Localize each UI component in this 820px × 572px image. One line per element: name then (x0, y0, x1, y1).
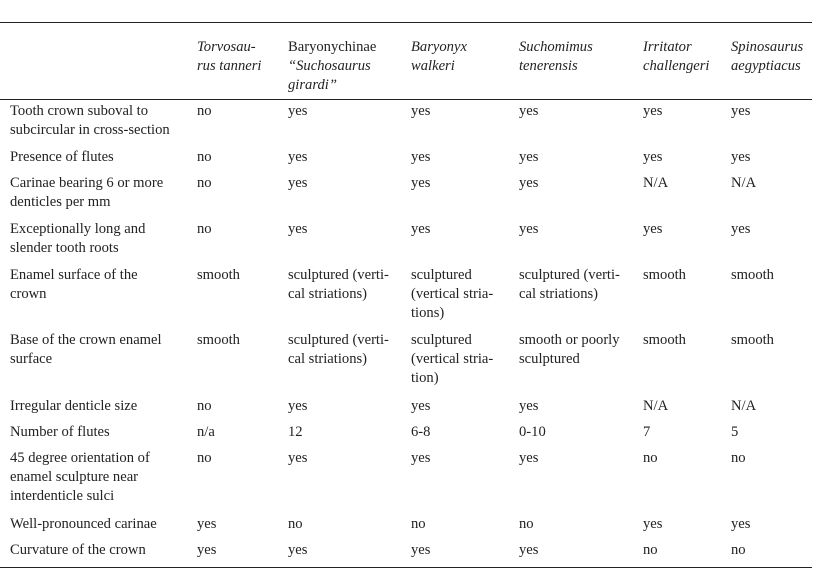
column-header (411, 38, 467, 76)
row-label-line: 45 degree orientation of (10, 450, 150, 466)
table-cell-line: no (197, 221, 212, 237)
column-header-line: Spinosaurus (731, 39, 804, 55)
table-cell-line: yes (519, 221, 539, 237)
table-cell (643, 423, 650, 442)
table-cell (197, 423, 215, 442)
table-cell (731, 331, 774, 350)
table-cell-line: smooth (731, 267, 774, 283)
table-cell-line: no (519, 516, 534, 532)
table-cell (643, 266, 686, 285)
table-cell (731, 541, 746, 560)
table-cell-line: yes (411, 149, 431, 165)
column-header-line: Torvosau- (197, 39, 256, 55)
table-cell (288, 541, 307, 560)
table-cell (643, 148, 662, 167)
table-cell (519, 102, 538, 121)
table-cell (411, 515, 426, 534)
table-cell-line: yes (288, 103, 308, 119)
table-cell-line: sculptured (verti- (288, 332, 389, 348)
column-header-line: Baryonyx (411, 39, 467, 55)
table-cell-line: yes (731, 516, 751, 532)
table-cell-line: yes (731, 103, 751, 119)
table-cell (411, 449, 430, 468)
table-cell-line: smooth or poorly (519, 332, 620, 348)
table-cell-line: yes (288, 398, 308, 414)
table-cell (643, 449, 658, 468)
table-cell-line: 0-10 (519, 424, 546, 440)
table-cell-line: yes (288, 542, 308, 558)
table-bottom-rule (0, 567, 812, 568)
table-cell (197, 541, 216, 560)
table-cell (519, 515, 534, 534)
table-cell-line: yes (411, 221, 431, 237)
table-cell-line: no (197, 103, 212, 119)
table-cell-line: cal striations) (288, 351, 368, 367)
table-cell-line: N/A (643, 398, 669, 414)
table-cell-line: (vertical stria- (411, 286, 494, 302)
column-header-line: girardi” (288, 77, 337, 93)
table-cell-line: yes (288, 149, 308, 165)
table-cell (288, 515, 303, 534)
table-cell-line: sculptured (verti- (288, 267, 389, 283)
table-cell (643, 331, 686, 350)
row-label-line: Presence of flutes (10, 149, 114, 165)
table-cell-line: sculptured (519, 351, 580, 367)
column-header-line: challengeri (643, 58, 710, 74)
table-cell-line: yes (643, 103, 663, 119)
row-label (10, 397, 137, 416)
table-cell-line: cal striations) (519, 286, 599, 302)
row-label-line: denticles per mm (10, 194, 111, 210)
table-cell-line: yes (288, 221, 308, 237)
column-header-line: aegyptiacus (731, 58, 801, 74)
table-cell (411, 174, 430, 193)
table-cell-line: no (643, 450, 658, 466)
table-cell-line: yes (643, 516, 663, 532)
table-cell-line: n/a (197, 424, 215, 440)
table-cell (197, 102, 212, 121)
table-cell-line: yes (731, 221, 751, 237)
table-cell-line: yes (519, 175, 539, 191)
table-cell-line: smooth (197, 267, 240, 283)
column-header-line: tenerensis (519, 58, 578, 74)
table-cell-line: yes (643, 221, 663, 237)
table-cell (731, 102, 750, 121)
row-label (10, 266, 138, 304)
row-label-line: Well-pronounced carinae (10, 516, 157, 532)
column-header (519, 38, 593, 76)
row-label (10, 148, 114, 167)
table-cell-line: yes (519, 542, 539, 558)
table-cell-line: smooth (197, 332, 240, 348)
row-label-line: Tooth crown suboval to (10, 103, 149, 119)
table-cell-line: yes (197, 516, 217, 532)
table-cell (288, 397, 307, 416)
table-cell (197, 174, 212, 193)
table-cell-line: N/A (731, 175, 757, 191)
table-cell (519, 331, 620, 369)
column-header (731, 38, 803, 76)
table-cell (197, 220, 212, 239)
row-label-line: Enamel surface of the (10, 267, 138, 283)
row-label-line: surface (10, 351, 53, 367)
table-cell (519, 397, 538, 416)
table-cell (643, 220, 662, 239)
table-cell (643, 515, 662, 534)
row-label-line: Exceptionally long and (10, 221, 146, 237)
table-cell-line: 5 (731, 424, 739, 440)
table-cell-line: no (197, 149, 212, 165)
table-cell (411, 541, 430, 560)
table-cell-line: no (411, 516, 426, 532)
table-cell-line: (vertical stria- (411, 351, 494, 367)
table-cell (519, 220, 538, 239)
table-cell (519, 266, 620, 304)
column-header-line: rus tanneri (197, 58, 262, 74)
table-cell (197, 331, 240, 350)
table-cell (731, 148, 750, 167)
row-label-line: crown (10, 286, 47, 302)
row-label (10, 220, 145, 258)
table-cell (197, 148, 212, 167)
table-cell-line: sculptured (verti- (519, 267, 620, 283)
table-cell (643, 541, 658, 560)
row-label-line: enamel sculpture near (10, 469, 139, 485)
row-label (10, 515, 157, 534)
table-cell (197, 266, 240, 285)
table-cell-line: yes (411, 175, 431, 191)
table-cell-line: smooth (643, 267, 686, 283)
table-cell (411, 331, 493, 388)
row-label-line: slender tooth roots (10, 240, 119, 256)
table-cell-line: no (197, 175, 212, 191)
column-header (288, 38, 376, 95)
table-cell-line: no (197, 450, 212, 466)
table-cell (411, 266, 493, 323)
table-cell (731, 266, 774, 285)
table-cell (288, 220, 307, 239)
table-cell-line: 6-8 (411, 424, 431, 440)
table-cell (197, 449, 212, 468)
table-cell (731, 397, 756, 416)
table-cell (519, 541, 538, 560)
table-cell-line: no (731, 542, 746, 558)
row-label (10, 449, 150, 506)
column-header-line: “Suchosaurus (288, 58, 371, 74)
column-header-line: walkeri (411, 58, 455, 74)
table-cell-line: tions) (411, 305, 445, 321)
table-cell (288, 266, 389, 304)
table-cell (643, 102, 662, 121)
table-cell-line: yes (519, 450, 539, 466)
table-cell-line: yes (411, 542, 431, 558)
table-cell (197, 397, 212, 416)
table-cell (731, 449, 746, 468)
column-header-line: Irritator (643, 39, 692, 55)
row-label-line: Carinae bearing 6 or more (10, 175, 164, 191)
row-label (10, 102, 170, 140)
row-label (10, 541, 146, 560)
row-label-line: Number of flutes (10, 424, 110, 440)
table-cell (519, 423, 546, 442)
row-label-line: subcircular in cross-section (10, 122, 170, 138)
table-cell (519, 174, 538, 193)
table-cell (411, 220, 430, 239)
row-label-line: Irregular denticle size (10, 398, 138, 414)
table-cell (288, 148, 307, 167)
table-cell-line: cal striations) (288, 286, 368, 302)
table-cell-line: smooth (731, 332, 774, 348)
table-cell-line: yes (519, 398, 539, 414)
column-header (197, 38, 261, 76)
table-cell-line: yes (411, 450, 431, 466)
row-label (10, 331, 162, 369)
table-cell-line: no (197, 398, 212, 414)
table-cell (288, 423, 303, 442)
table-cell (643, 174, 668, 193)
table-cell-line: yes (411, 103, 431, 119)
table-cell-line: N/A (731, 398, 757, 414)
table-cell (197, 515, 216, 534)
table-cell (411, 148, 430, 167)
table-cell-line: yes (411, 398, 431, 414)
table-cell-line: yes (519, 103, 539, 119)
table-cell (731, 423, 738, 442)
column-header-line: Baryonychinae (288, 39, 377, 55)
table-cell (411, 397, 430, 416)
table-cell-line: yes (519, 149, 539, 165)
row-label-line: interdenticle sulci (10, 488, 115, 504)
table-cell (288, 331, 389, 369)
table-cell (411, 102, 430, 121)
row-label-line: Curvature of the crown (10, 542, 146, 558)
table-cell-line: N/A (643, 175, 669, 191)
table-cell-line: yes (731, 149, 751, 165)
table-cell (288, 102, 307, 121)
table-cell-line: yes (288, 450, 308, 466)
table-cell (519, 148, 538, 167)
table-cell-line: yes (288, 175, 308, 191)
table-cell-line: no (643, 542, 658, 558)
table-cell (288, 449, 307, 468)
row-label (10, 423, 110, 442)
table-cell-line: yes (643, 149, 663, 165)
table-cell-line: sculptured (411, 332, 472, 348)
table-cell (519, 449, 538, 468)
table-cell (731, 174, 756, 193)
table-cell-line: no (731, 450, 746, 466)
table-cell (731, 515, 750, 534)
table-cell-line: tion) (411, 370, 439, 386)
table-cell-line: smooth (643, 332, 686, 348)
table-top-rule (0, 22, 812, 23)
header-bottom-rule (0, 99, 812, 100)
table-cell-line: 12 (288, 424, 303, 440)
table-cell (411, 423, 430, 442)
table-cell (643, 397, 668, 416)
table-cell-line: sculptured (411, 267, 472, 283)
row-label-line: Base of the crown enamel (10, 332, 162, 348)
table-cell-line: yes (197, 542, 217, 558)
row-label (10, 174, 163, 212)
table-cell (288, 174, 307, 193)
table-cell-line: no (288, 516, 303, 532)
table-cell (731, 220, 750, 239)
column-header-line: Suchomimus (519, 39, 593, 55)
table-cell-line: 7 (643, 424, 651, 440)
column-header (643, 38, 709, 76)
